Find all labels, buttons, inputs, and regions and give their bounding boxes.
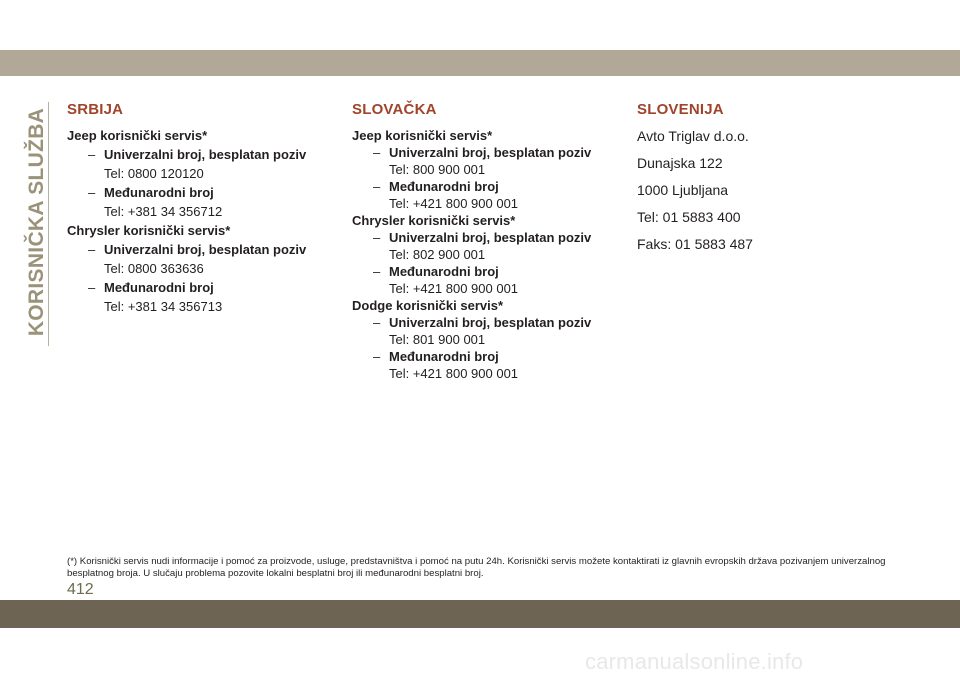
phone-number: Tel: 0800 363636 — [104, 261, 204, 276]
dash: – — [88, 147, 96, 162]
bottom-bar — [0, 600, 960, 628]
heading-srbija: SRBIJA — [67, 101, 124, 118]
item-label: Međunarodni broj — [389, 179, 499, 194]
list-item — [352, 349, 622, 364]
item-label: Međunarodni broj — [389, 349, 499, 364]
heading-slovacka: SLOVAČKA — [352, 101, 437, 118]
page-number: 412 — [67, 581, 94, 598]
phone-number: Tel: 01 5883 400 — [637, 209, 741, 225]
item-label: Međunarodni broj — [104, 185, 214, 200]
item-label: Univerzalni broj, besplatan poziv — [389, 315, 592, 330]
column-slovacka — [352, 101, 622, 383]
phone-number: Tel: +421 800 900 001 — [389, 196, 519, 211]
fax-number: Faks: 01 5883 487 — [637, 236, 753, 252]
phone-number: Tel: +381 34 356713 — [104, 299, 223, 314]
brand-name: Dodge korisnički servis* — [352, 298, 504, 313]
phone-number: Tel: +381 34 356712 — [104, 204, 223, 219]
list-item — [67, 280, 337, 295]
item-label: Međunarodni broj — [104, 280, 214, 295]
column-srbija — [67, 101, 337, 318]
list-item — [352, 315, 622, 330]
dash: – — [373, 230, 381, 245]
list-item — [352, 230, 622, 245]
dash: – — [373, 315, 381, 330]
dash: – — [88, 185, 96, 200]
brand-name: Jeep korisnički servis* — [67, 128, 208, 143]
dash: – — [373, 145, 381, 160]
phone-number: Tel: 801 900 001 — [389, 332, 486, 347]
brand-name: Chrysler korisnički servis* — [67, 223, 231, 238]
list-item — [352, 264, 622, 279]
item-label: Univerzalni broj, besplatan poziv — [389, 230, 592, 245]
item-label: Univerzalni broj, besplatan poziv — [104, 147, 307, 162]
dash: – — [88, 242, 96, 257]
side-label-text: KORISNIČKA SLUŽBA — [25, 107, 48, 337]
list-item — [67, 185, 337, 200]
phone-number: Tel: 800 900 001 — [389, 162, 486, 177]
column-slovenija — [637, 101, 907, 263]
item-label: Međunarodni broj — [389, 264, 499, 279]
list-item — [67, 242, 337, 257]
dash: – — [88, 280, 96, 295]
street-address: Dunajska 122 — [637, 155, 723, 171]
side-divider — [48, 102, 49, 346]
heading-slovenija: SLOVENIJA — [637, 101, 724, 118]
company-name: Avto Triglav d.o.o. — [637, 128, 749, 144]
list-item — [67, 147, 337, 162]
phone-number: Tel: +421 800 900 001 — [389, 366, 519, 381]
city: 1000 Ljubljana — [637, 182, 729, 198]
footnote: (*) Korisnički servis nudi informacije i pomoć za proizvode, usluge, predstavništva i pomoć na putu 24h. Korisnički servis možete kontaktirati iz glavnih evropskih država pozivanjem univerzalnog besplatnog broja. U slučaju problema pozovite lokalni besplatni broj ili međunarodni besplatni broj. — [67, 556, 886, 579]
dash: – — [373, 264, 381, 279]
list-item — [352, 179, 622, 194]
top-bar — [0, 50, 960, 76]
item-label: Univerzalni broj, besplatan poziv — [389, 145, 592, 160]
dash: – — [373, 179, 381, 194]
brand-name: Jeep korisnički servis* — [352, 128, 493, 143]
phone-number: Tel: +421 800 900 001 — [389, 281, 519, 296]
watermark: carmanualsonline.info — [585, 649, 804, 674]
brand-name: Chrysler korisnički servis* — [352, 213, 516, 228]
phone-number: Tel: 802 900 001 — [389, 247, 486, 262]
list-item — [352, 145, 622, 160]
dash: – — [373, 349, 381, 364]
item-label: Univerzalni broj, besplatan poziv — [104, 242, 307, 257]
phone-number: Tel: 0800 120120 — [104, 166, 204, 181]
